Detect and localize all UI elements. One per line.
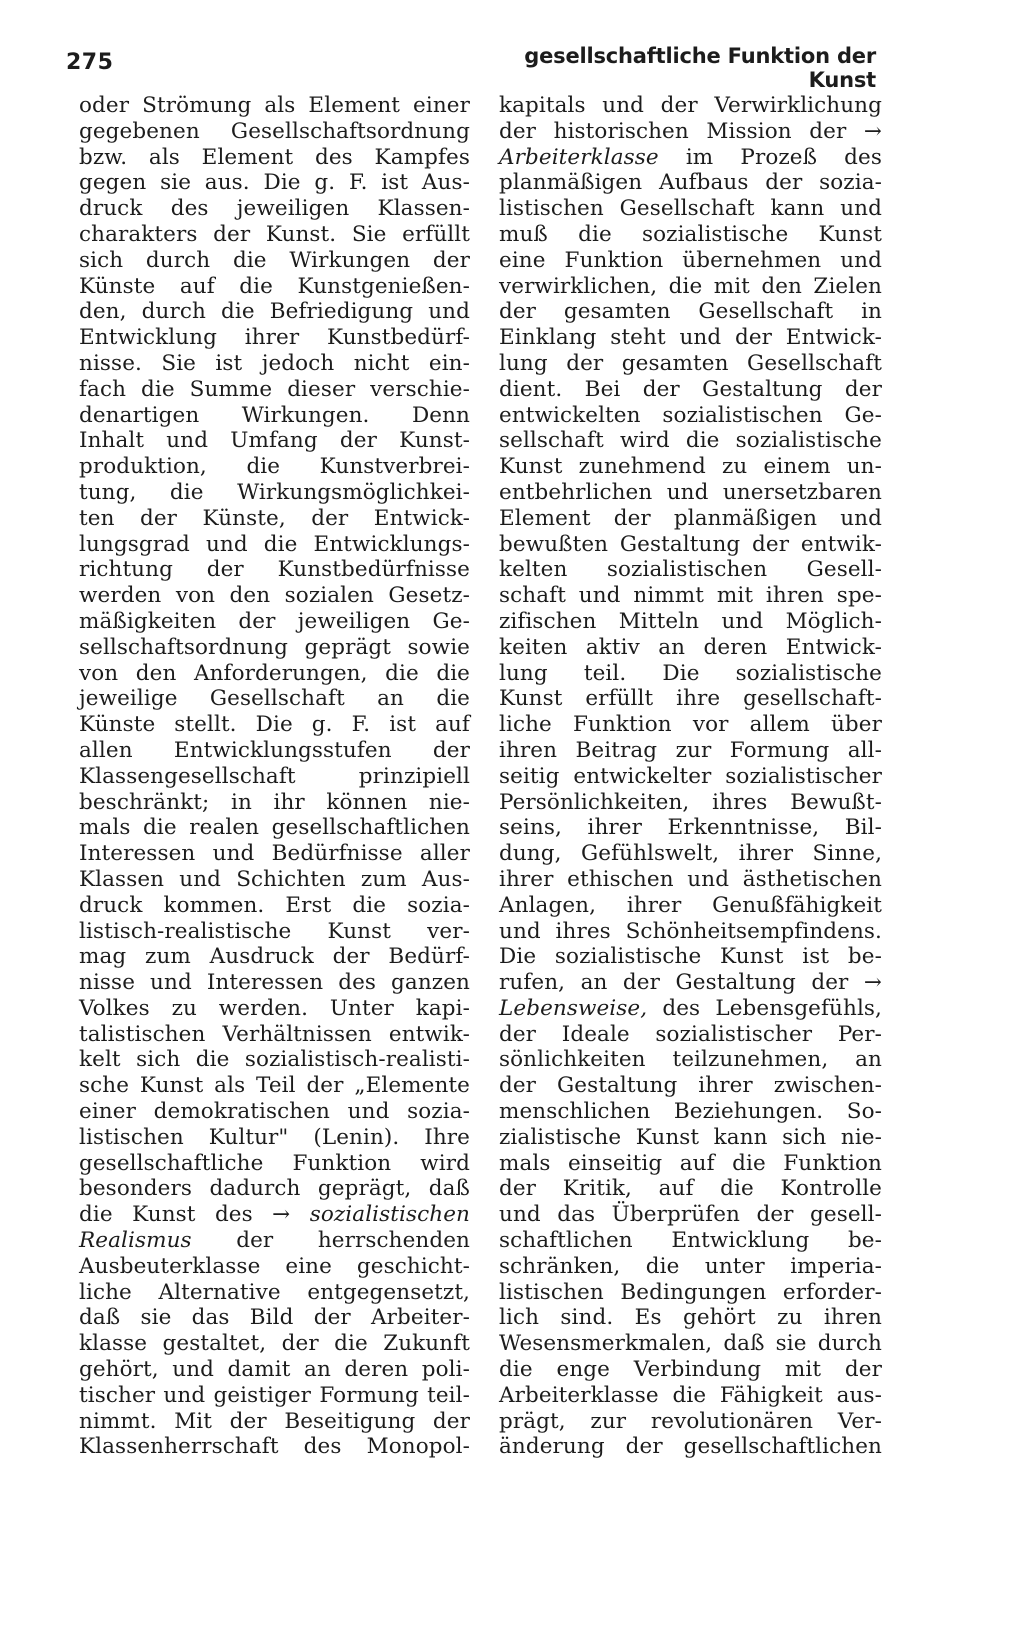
text-line: [499, 145, 882, 171]
text-line: gegen sie aus. Die g. F. ist Aus-: [79, 170, 470, 196]
text-line: [79, 1202, 470, 1228]
text-line: tischer und geistiger Formung teil-: [79, 1382, 470, 1408]
text-line: talistischen Verhältnissen entwik-: [79, 1021, 470, 1047]
text-line: listischen Bedingungen erforder-: [499, 1279, 882, 1305]
text-line: Künste stellt. Die g. F. ist auf: [79, 712, 470, 738]
text-line: dung, Gefühlswelt, ihrer Sinne,: [499, 841, 882, 867]
text-line: Die sozialistische Kunst ist be-: [499, 944, 882, 970]
running-head: gesellschaftliche Funktion der Kunst: [524, 44, 876, 92]
text-line: jeweilige Gesellschaft an die: [79, 686, 470, 712]
text-line: Entwicklung ihrer Kunstbedürf-: [79, 325, 470, 351]
text-line: lung teil. Die sozialistische: [499, 660, 882, 686]
text-line: gesellschaftliche Funktion wird: [79, 1150, 470, 1176]
text-line: der historischen Mission der →: [499, 118, 882, 144]
text-line: richtung der Kunstbedürfnisse: [79, 557, 470, 583]
text-line: eine Funktion übernehmen und: [499, 247, 882, 273]
text-line: tung, die Wirkungsmöglichkei-: [79, 479, 470, 505]
text-line: Inhalt und Umfang der Kunst-: [79, 428, 470, 454]
text-line: seitig entwickelter sozialistischer: [499, 763, 882, 789]
text-line: keiten aktiv an deren Entwick-: [499, 634, 882, 660]
text-line: kapitals und der Verwirklichung: [499, 93, 882, 118]
text-line: einer demokratischen und sozia-: [79, 1099, 470, 1125]
text-line: gehört, und damit an deren poli-: [79, 1357, 470, 1383]
right-column: [499, 93, 882, 1460]
text-line: und das Überprüfen der gesell-: [499, 1202, 882, 1228]
text-line: listischen Gesellschaft kann und: [499, 196, 882, 222]
text-line: dient. Bei der Gestaltung der: [499, 376, 882, 402]
text-line: klasse gestaltet, der die Zukunft: [79, 1331, 470, 1357]
text-line: von den Anforderungen, die die: [79, 660, 470, 686]
text-line: daß sie das Bild der Arbeiter-: [79, 1305, 470, 1331]
text-line: lich sind. Es gehört zu ihren: [499, 1305, 882, 1331]
text-line: der Kritik, auf die Kontrolle: [499, 1176, 882, 1202]
text-line: der gesamten Gesellschaft in: [499, 299, 882, 325]
text-line: [79, 1228, 470, 1254]
text-line: rufen, an der Gestaltung der →: [499, 970, 882, 996]
cross-reference-link[interactable]: Realismus: [79, 1228, 192, 1254]
text-line: nisse. Sie ist jedoch nicht ein-: [79, 350, 470, 376]
text-line: sellschaft wird die sozialistische: [499, 428, 882, 454]
cross-reference-link[interactable]: Lebensweise,: [499, 995, 648, 1021]
text-run: im Prozeß des: [658, 144, 882, 170]
text-line: Kunst erfüllt ihre gesellschaft-: [499, 686, 882, 712]
text-line: mals einseitig auf die Funktion: [499, 1150, 882, 1176]
text-line: kelten sozialistischen Gesell-: [499, 557, 882, 583]
text-line: listischen Kultur" (Lenin). Ihre: [79, 1124, 470, 1150]
text-line: bzw. als Element des Kampfes: [79, 144, 470, 170]
text-line: produktion, die Kunstverbrei-: [79, 454, 470, 480]
text-line: mals die realen gesellschaftlichen: [79, 815, 470, 841]
text-run: die Kunst des →: [79, 1202, 310, 1228]
text-line: Ausbeuterklasse eine geschicht-: [79, 1253, 470, 1279]
cross-reference-link[interactable]: sozialistischen: [309, 1202, 470, 1228]
text-line: oder Strömung als Element einer: [79, 93, 470, 118]
text-line: sellschaftsordnung geprägt sowie: [79, 634, 470, 660]
text-line: schaftlichen Entwicklung be-: [499, 1228, 882, 1254]
text-line: Wesensmerkmalen, daß sie durch: [499, 1331, 882, 1357]
text-line: allen Entwicklungsstufen der: [79, 737, 470, 763]
text-line: bewußten Gestaltung der entwik-: [499, 531, 882, 557]
text-line: Anlagen, ihrer Genußfähigkeit: [499, 892, 882, 918]
text-line: zifischen Mitteln und Möglich-: [499, 608, 882, 634]
text-line: den, durch die Befriedigung und: [79, 299, 470, 325]
text-line: druck kommen. Erst die sozia-: [79, 892, 470, 918]
text-line: Volkes zu werden. Unter kapi-: [79, 995, 470, 1021]
text-line: die enge Verbindung mit der: [499, 1357, 882, 1383]
text-line: Klassengesellschaft prinzipiell: [79, 763, 470, 789]
text-line: nimmt. Mit der Beseitigung der: [79, 1408, 470, 1434]
text-line: der Gestaltung ihrer zwischen-: [499, 1073, 882, 1099]
text-line: änderung der gesellschaftlichen: [499, 1434, 882, 1460]
text-line: und ihres Schönheitsempfindens.: [499, 918, 882, 944]
text-run: des Lebensgefühls,: [647, 995, 882, 1021]
text-line: entwickelten sozialistischen Ge-: [499, 402, 882, 428]
text-line: schaft und nimmt mit ihren spe-: [499, 583, 882, 609]
text-line: ten der Künste, der Entwick-: [79, 505, 470, 531]
text-line: sich durch die Wirkungen der: [79, 247, 470, 273]
text-line: gegebenen Gesellschaftsordnung: [79, 118, 470, 144]
text-line: lung der gesamten Gesellschaft: [499, 350, 882, 376]
cross-reference-link[interactable]: Arbeiterklasse: [499, 144, 659, 170]
text-line: ihren Beitrag zur Formung all-: [499, 737, 882, 763]
text-line: Klassen und Schichten zum Aus-: [79, 866, 470, 892]
text-line: schränken, die unter imperia-: [499, 1253, 882, 1279]
text-line: besonders dadurch geprägt, daß: [79, 1176, 470, 1202]
text-line: verwirklichen, die mit den Zielen: [499, 273, 882, 299]
text-line: Arbeiterklasse die Fähigkeit aus-: [499, 1382, 882, 1408]
text-line: Künste auf die Kunstgenießen-: [79, 273, 470, 299]
text-run: der herrschenden: [191, 1228, 470, 1254]
text-line: seins, ihrer Erkenntnisse, Bil-: [499, 815, 882, 841]
text-line: mäßigkeiten der jeweiligen Ge-: [79, 608, 470, 634]
text-line: charakters der Kunst. Sie erfüllt: [79, 221, 470, 247]
text-line: druck des jeweiligen Klassen-: [79, 196, 470, 222]
text-line: kelt sich die sozialistisch-realisti-: [79, 1047, 470, 1073]
text-line: menschlichen Beziehungen. So-: [499, 1099, 882, 1125]
text-line: listisch-realistische Kunst ver-: [79, 918, 470, 944]
text-line: Klassenherrschaft des Monopol-: [79, 1434, 470, 1460]
text-line: denartigen Wirkungen. Denn: [79, 402, 470, 428]
page-number: 275: [66, 50, 114, 75]
text-line: nisse und Interessen des ganzen: [79, 970, 470, 996]
text-line: liche Alternative entgegensetzt,: [79, 1279, 470, 1305]
text-line: beschränkt; in ihr können nie-: [79, 789, 470, 815]
text-line: [499, 996, 882, 1022]
text-line: prägt, zur revolutionären Ver-: [499, 1408, 882, 1434]
left-column: [79, 93, 470, 1460]
text-line: Einklang steht und der Entwick-: [499, 325, 882, 351]
text-line: Persönlichkeiten, ihres Bewußt-: [499, 789, 882, 815]
text-line: planmäßigen Aufbaus der sozia-: [499, 170, 882, 196]
text-line: ihrer ethischen und ästhetischen: [499, 866, 882, 892]
text-line: sönlichkeiten teilzunehmen, an: [499, 1047, 882, 1073]
text-line: fach die Summe dieser verschie-: [79, 376, 470, 402]
text-line: Kunst zunehmend zu einem un-: [499, 454, 882, 480]
text-line: entbehrlichen und unersetzbaren: [499, 479, 882, 505]
text-line: sche Kunst als Teil der „Elemente: [79, 1073, 470, 1099]
text-line: zialistische Kunst kann sich nie-: [499, 1124, 882, 1150]
text-line: liche Funktion vor allem über: [499, 712, 882, 738]
text-line: werden von den sozialen Gesetz-: [79, 583, 470, 609]
text-line: muß die sozialistische Kunst: [499, 221, 882, 247]
text-line: Interessen und Bedürfnisse aller: [79, 841, 470, 867]
text-line: der Ideale sozialistischer Per-: [499, 1021, 882, 1047]
text-line: mag zum Ausdruck der Bedürf-: [79, 944, 470, 970]
text-line: Element der planmäßigen und: [499, 505, 882, 531]
text-line: lungsgrad und die Entwicklungs-: [79, 531, 470, 557]
